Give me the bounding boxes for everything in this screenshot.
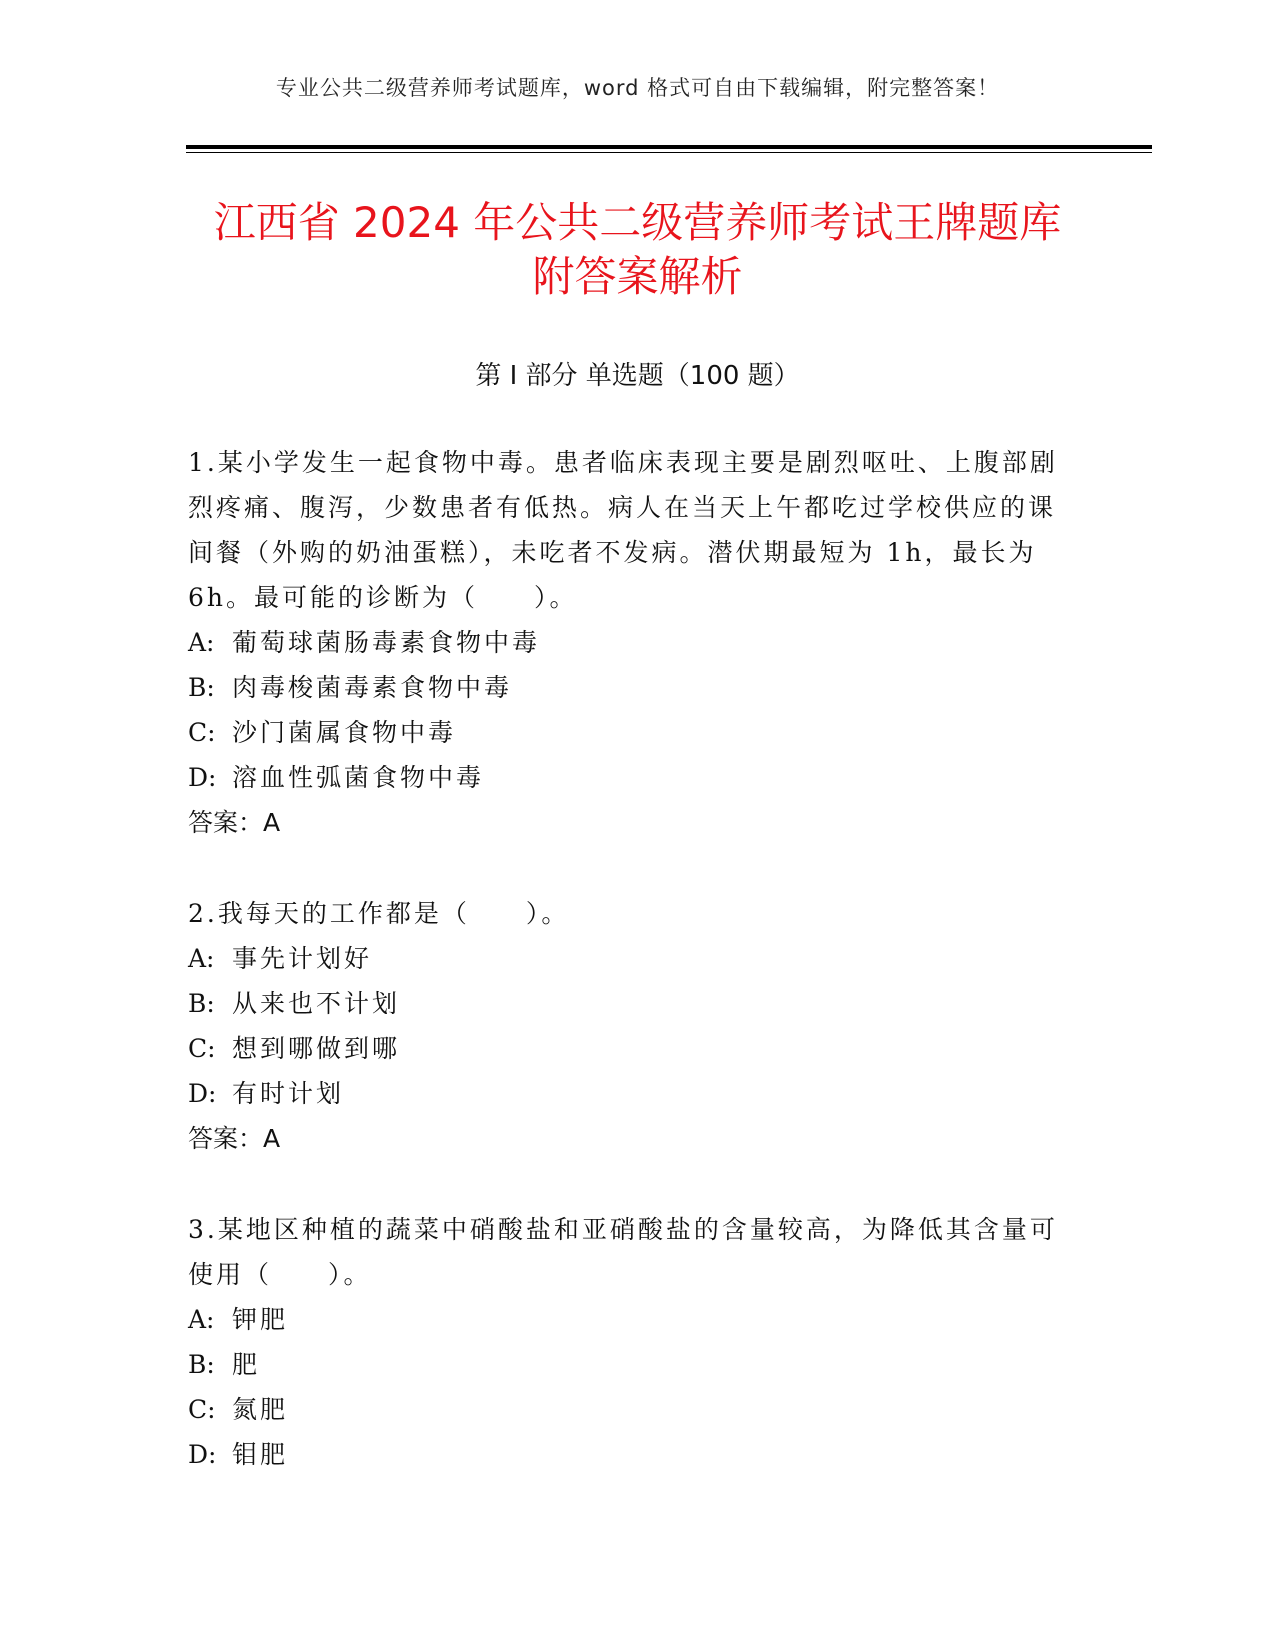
option-key: D: <box>188 1440 217 1469</box>
option-key: A: <box>188 628 215 657</box>
option-c <box>188 1387 1068 1432</box>
option-text: 肉毒梭菌毒素食物中毒 <box>232 673 513 702</box>
title-line-2: 附答案解析 <box>532 252 743 301</box>
option-text: 钼肥 <box>232 1440 289 1469</box>
question-2 <box>188 891 1068 1161</box>
header-rule-thick <box>186 145 1152 149</box>
question-stem: 1.某小学发生一起食物中毒。患者临床表现主要是剧烈呕吐、上腹部剧烈疼痛、腹泻，少数患者有低热。病人在当天上午都吃过学校供应的课间餐（外购的奶油蛋糕），未吃者不发病。潜伏期最短为 1h，最长为 6h。最可能的诊断为（ ）。 <box>188 448 1058 612</box>
option-text: 从来也不计划 <box>232 989 401 1018</box>
option-a <box>188 1297 1068 1342</box>
option-b <box>188 1342 1068 1387</box>
option-key: B: <box>188 1350 215 1379</box>
option-text: 事先计划好 <box>232 944 373 973</box>
option-b <box>188 665 1068 710</box>
question-list <box>188 440 1068 1523</box>
option-b <box>188 981 1068 1026</box>
header-rule-thin <box>186 152 1152 153</box>
option-key: D: <box>188 763 217 792</box>
option-key: A: <box>188 1305 215 1334</box>
option-c <box>188 710 1068 755</box>
title-line-1: 江西省 2024 年公共二级营养师考试王牌题库 <box>213 198 1062 247</box>
option-key: A: <box>188 944 215 973</box>
option-text: 有时计划 <box>232 1079 345 1108</box>
page-header: 专业公共二级营养师考试题库，word 格式可自由下载编辑，附完整答案！ <box>275 76 1000 100</box>
question-stem: 3.某地区种植的蔬菜中硝酸盐和亚硝酸盐的含量较高，为降低其含量可使用（ ）。 <box>188 1215 1058 1289</box>
option-d <box>188 1071 1068 1116</box>
question-stem: 2.我每天的工作都是（ ）。 <box>188 899 570 928</box>
document-title <box>140 196 1135 304</box>
option-key: B: <box>188 673 215 702</box>
option-c <box>188 1026 1068 1071</box>
question-answer: 答案：A <box>188 808 281 837</box>
option-key: C: <box>188 718 216 747</box>
option-text: 溶血性弧菌食物中毒 <box>232 763 485 792</box>
question-3 <box>188 1207 1068 1477</box>
option-a <box>188 936 1068 981</box>
option-text: 肥 <box>232 1350 261 1379</box>
option-key: C: <box>188 1395 216 1424</box>
option-text: 想到哪做到哪 <box>232 1034 401 1063</box>
option-text: 氮肥 <box>232 1395 289 1424</box>
section-title: 第 I 部分 单选题（100 题） <box>475 361 800 391</box>
option-d <box>188 755 1068 800</box>
option-a <box>188 620 1068 665</box>
question-1 <box>188 440 1068 845</box>
option-text: 葡萄球菌肠毒素食物中毒 <box>232 628 541 657</box>
option-d <box>188 1432 1068 1477</box>
option-key: C: <box>188 1034 216 1063</box>
option-key: B: <box>188 989 215 1018</box>
option-text: 钾肥 <box>232 1305 289 1334</box>
option-text: 沙门菌属食物中毒 <box>232 718 457 747</box>
question-answer: 答案：A <box>188 1124 281 1153</box>
option-key: D: <box>188 1079 217 1108</box>
